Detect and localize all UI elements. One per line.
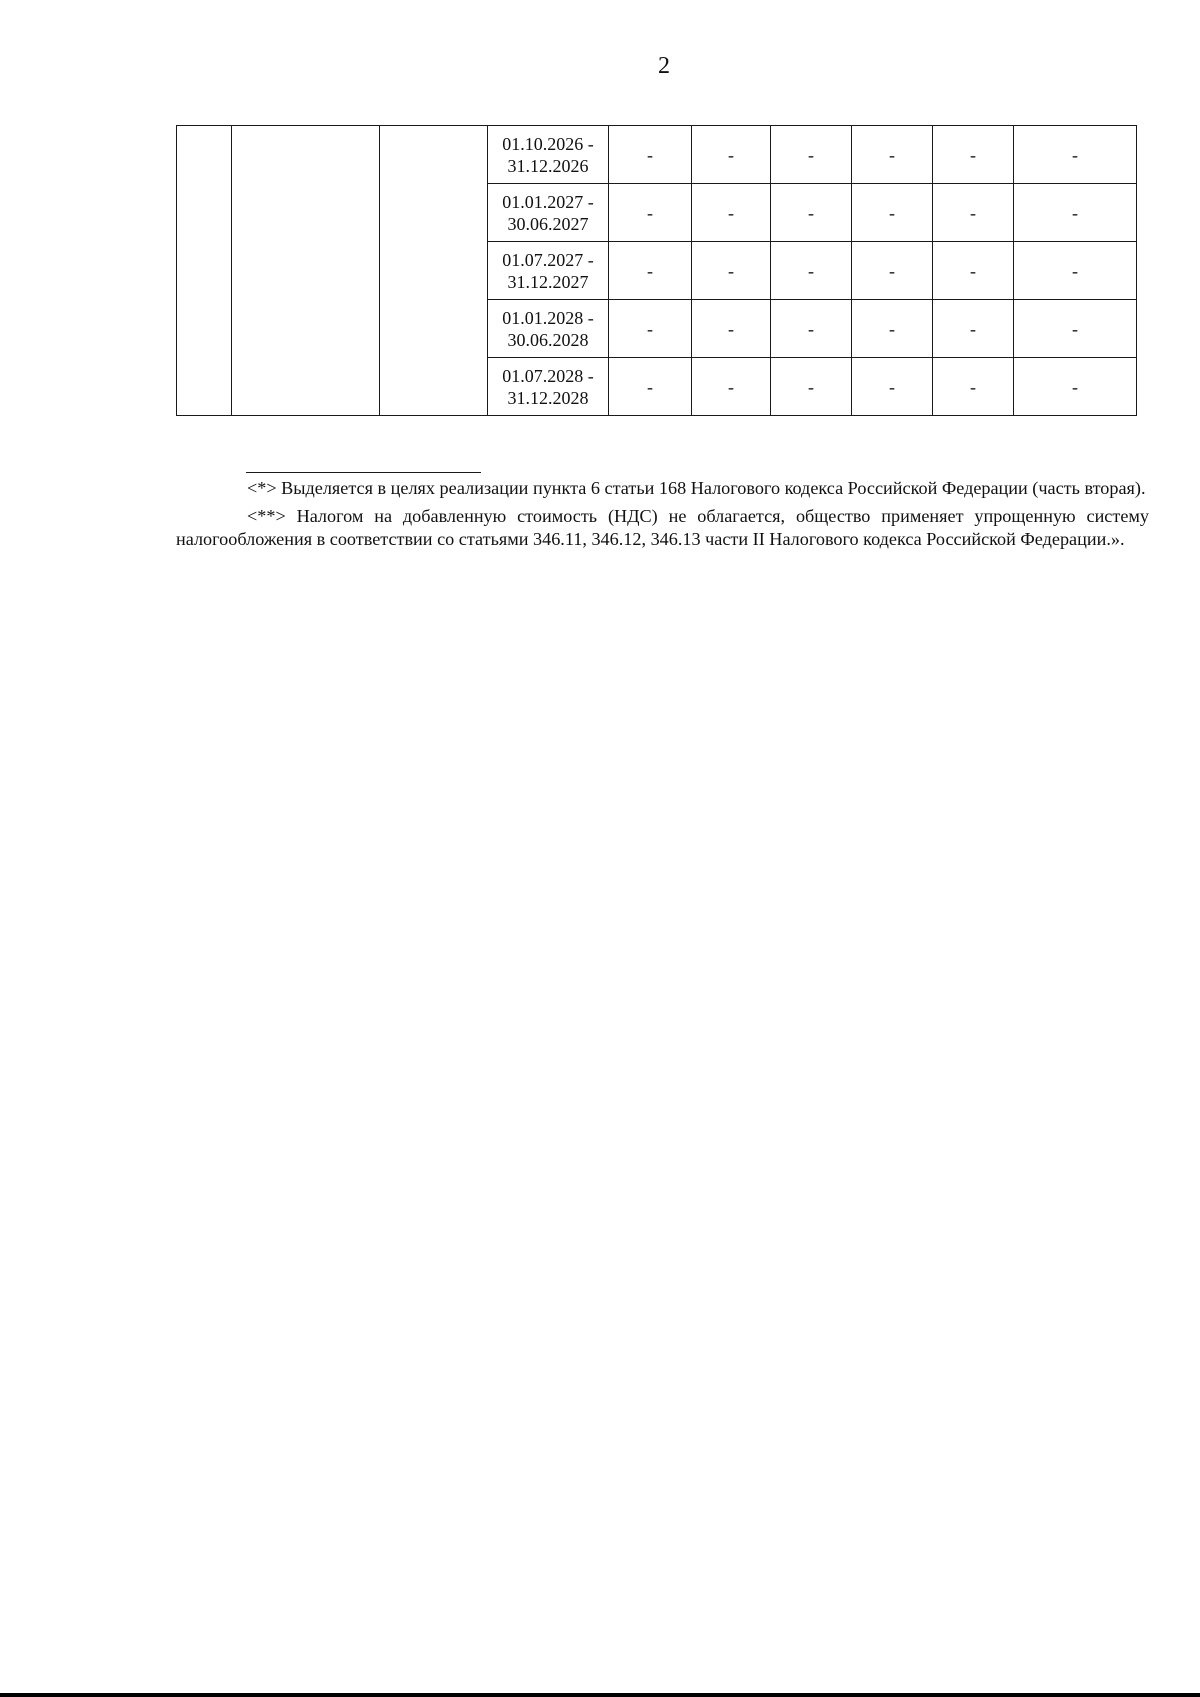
value-cell: -: [1014, 242, 1137, 300]
value-cell: -: [692, 300, 771, 358]
value-cell: -: [933, 126, 1014, 184]
footnote-separator: [246, 472, 481, 473]
value-cell: -: [852, 300, 933, 358]
value-cell: -: [771, 242, 852, 300]
value-cell: -: [852, 242, 933, 300]
value-cell: -: [771, 184, 852, 242]
footnote-vat-exempt: <**> Налогом на добавленную стоимость (НДС) не облагается, общество применяет упрощенную систему налогообложения в соответствии со статьями 346.11, 346.12, 346.13 части II Налогового кодекса Российской Федерации.».: [176, 506, 1149, 549]
value-cell: -: [1014, 184, 1137, 242]
period-cell: [488, 358, 609, 416]
period-cell: [488, 126, 609, 184]
value-cell: -: [692, 184, 771, 242]
period-start: 01.07.2027 -: [502, 249, 594, 270]
table-row: [177, 126, 1137, 184]
period-cell: [488, 242, 609, 300]
period-start: 01.10.2026 -: [502, 133, 594, 154]
number-cell-merged: [177, 126, 232, 416]
value-cell: -: [692, 126, 771, 184]
period-end: 30.06.2027: [507, 213, 589, 234]
value-cell: -: [852, 184, 933, 242]
value-cell: -: [609, 126, 692, 184]
period-cell: [488, 300, 609, 358]
period-end: 31.12.2026: [507, 155, 589, 176]
footnotes: [176, 477, 1149, 551]
footnote-vat-allocation: <*> Выделяется в целях реализации пункта 6 статьи 168 Налогового кодекса Российской Федерации (часть вторая).: [247, 478, 1146, 498]
period-cell: [488, 184, 609, 242]
value-cell: -: [852, 126, 933, 184]
tariff-table: [176, 125, 1137, 416]
value-cell: -: [1014, 126, 1137, 184]
value-cell: -: [692, 242, 771, 300]
value-cell: -: [1014, 300, 1137, 358]
value-cell: -: [1014, 358, 1137, 416]
period-start: 01.01.2027 -: [502, 191, 594, 212]
scan-bottom-edge: [0, 1693, 1200, 1697]
value-cell: -: [609, 358, 692, 416]
type-cell-merged: [380, 126, 488, 416]
value-cell: -: [933, 358, 1014, 416]
value-cell: -: [933, 184, 1014, 242]
period-end: 31.12.2027: [507, 271, 589, 292]
value-cell: -: [933, 300, 1014, 358]
value-cell: -: [692, 358, 771, 416]
name-cell-merged: [232, 126, 380, 416]
value-cell: -: [852, 358, 933, 416]
value-cell: -: [609, 242, 692, 300]
value-cell: -: [609, 300, 692, 358]
value-cell: -: [771, 358, 852, 416]
period-start: 01.01.2028 -: [502, 307, 594, 328]
value-cell: -: [771, 126, 852, 184]
period-start: 01.07.2028 -: [502, 365, 594, 386]
page-number: 2: [658, 53, 670, 79]
value-cell: -: [933, 242, 1014, 300]
period-end: 31.12.2028: [507, 387, 589, 408]
value-cell: -: [609, 184, 692, 242]
period-end: 30.06.2028: [507, 329, 589, 350]
value-cell: -: [771, 300, 852, 358]
